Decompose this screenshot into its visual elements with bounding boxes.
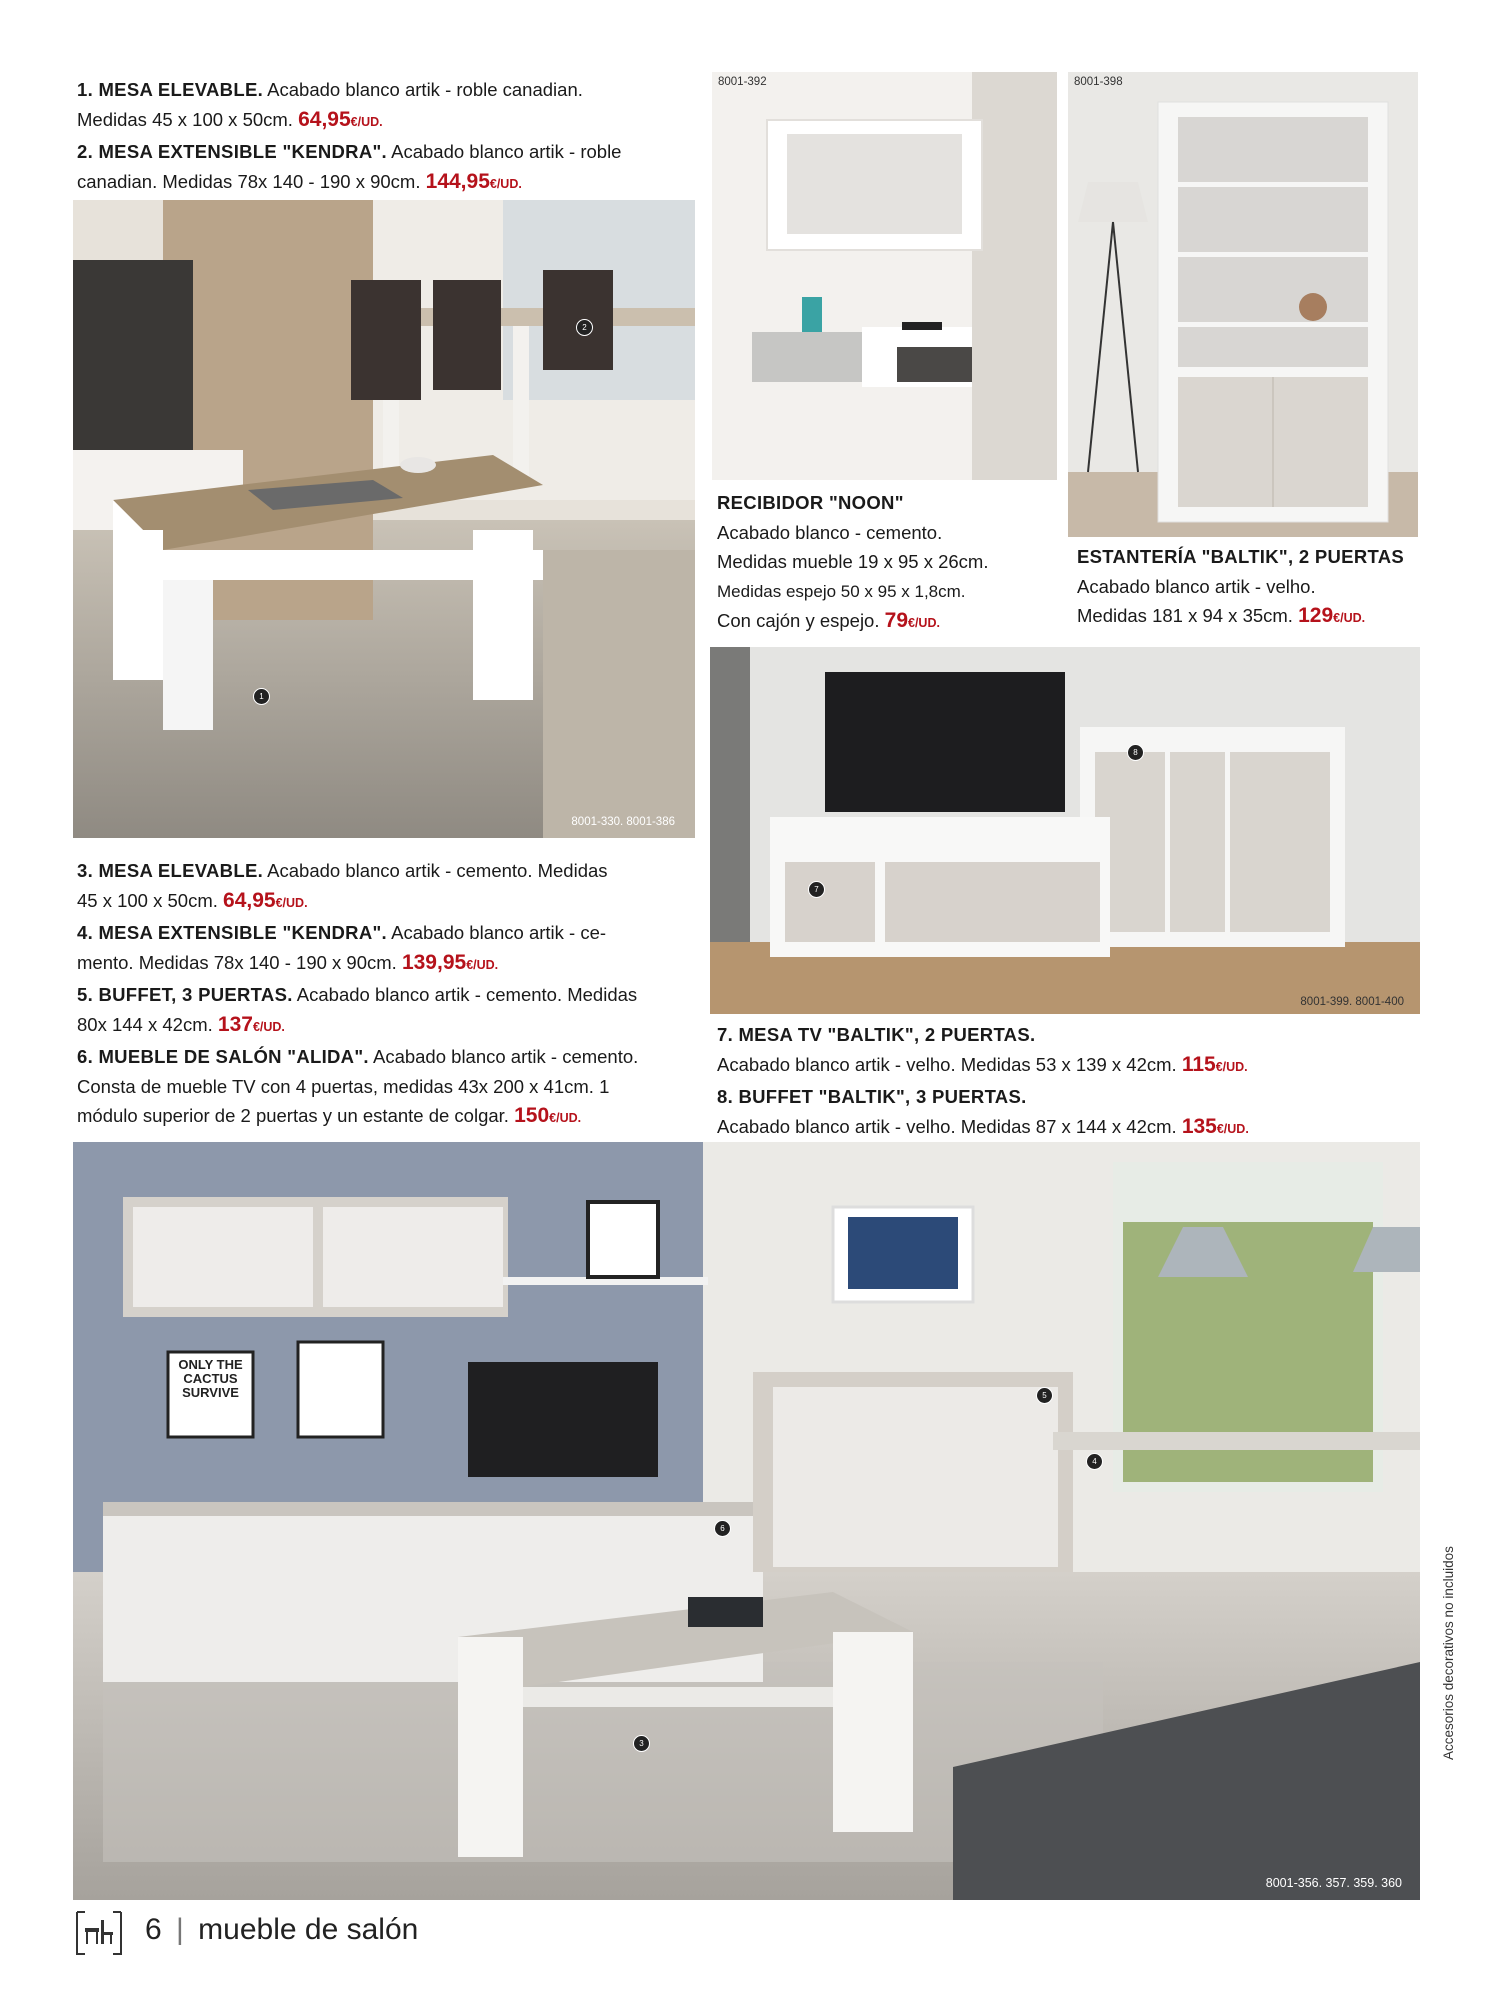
item-1-desc: Acabado blanco artik - roble canadian.: [263, 79, 583, 100]
item-2-price: 144,95€/UD.: [425, 169, 522, 193]
estanteria-measures: Medidas 181 x 94 x 35cm.: [1077, 605, 1299, 626]
living-room-illustration: [73, 1142, 1420, 1900]
recibidor-price: 79€/UD.: [884, 609, 940, 632]
recibidor-illustration: [712, 72, 1057, 480]
living-room-photo: [73, 1142, 1420, 1900]
item-3-price: 64,95€/UD.: [223, 888, 308, 912]
section-title: mueble de salón: [198, 1913, 419, 1946]
item-7-title: 7. MESA TV "BALTIK", 2 PUERTAS.: [717, 1024, 1036, 1045]
item-1-measures: Medidas 45 x 100 x 50cm.: [77, 108, 299, 130]
item-6-price: 150€/UD.: [514, 1104, 582, 1127]
item-5-measures: 80x 144 x 42cm.: [77, 1013, 218, 1035]
photo-2-code: 8001-392: [718, 76, 767, 88]
photo-1-code: 8001-330. 8001-386: [571, 816, 675, 828]
item-6-desc-2: Consta de mueble TV con 4 puertas, medidas 43x 200 x 41cm. 1: [77, 1075, 610, 1097]
recibidor-measures: Medidas mueble 19 x 95 x 26cm.: [717, 551, 989, 572]
products-3-6-text: [77, 856, 707, 1134]
item-8-price: 135€/UD.: [1181, 1114, 1249, 1138]
item-3-title: 3. MESA ELEVABLE.: [77, 860, 264, 881]
furniture-icon: [73, 1908, 125, 1958]
estanteria-finish: Acabado blanco artik - velho.: [1077, 575, 1316, 597]
item-6-title: 6. MUEBLE DE SALÓN "ALIDA".: [77, 1046, 369, 1067]
marker-7: 7: [808, 881, 825, 898]
item-4-measures: mento. Medidas 78x 140 - 190 x 90cm.: [77, 951, 402, 973]
item-5-title: 5. BUFFET, 3 PUERTAS.: [77, 984, 293, 1005]
item-8-desc: Acabado blanco artik - velho. Medidas 87 x 144 x 42cm.: [717, 1115, 1182, 1137]
item-8-title: 8. BUFFET "BALTIK", 3 PUERTAS.: [717, 1086, 1027, 1107]
photo-3-code: 8001-398: [1074, 76, 1123, 88]
item-7-price: 115€/UD.: [1181, 1052, 1248, 1076]
item-1-title: 1. MESA ELEVABLE.: [77, 79, 264, 100]
item-4-title: 4. MESA EXTENSIBLE "KENDRA".: [77, 922, 387, 943]
item-2-desc: Acabado blanco artik - roble: [387, 141, 622, 162]
item-4-desc: Acabado blanco artik - ce-: [387, 922, 607, 943]
recibidor-finish: Acabado blanco - cemento.: [717, 521, 943, 543]
estanteria-text: [1077, 542, 1437, 634]
side-note: Accesorios decorativos no incluidos: [1441, 1546, 1456, 1760]
marker-5: 5: [1036, 1387, 1053, 1404]
footer-separator: |: [176, 1913, 184, 1946]
recibidor-note: Con cajón y espejo.: [717, 610, 885, 631]
products-7-8-text: [717, 1020, 1417, 1144]
baltik-photo: [710, 647, 1420, 1014]
products-1-2-text: [77, 75, 697, 199]
item-4-price: 139,95€/UD.: [401, 950, 499, 974]
marker-1: 1: [253, 688, 270, 705]
page-footer: [145, 1913, 418, 1947]
recibidor-text: [717, 488, 1057, 639]
item-6-desc: Acabado blanco artik - cemento.: [368, 1046, 639, 1067]
item-6-desc-3: módulo superior de 2 puertas y un estante de colgar.: [77, 1105, 515, 1126]
estanteria-illustration: [1068, 72, 1418, 537]
item-1-price: 64,95€/UD.: [298, 107, 383, 131]
dining-room-photo: [73, 200, 695, 838]
estanteria-title: ESTANTERÍA "BALTIK", 2 PUERTAS: [1077, 546, 1405, 567]
marker-3: 3: [633, 1735, 650, 1752]
item-2-title: 2. MESA EXTENSIBLE "KENDRA".: [77, 141, 387, 162]
photo-4-code: 8001-399. 8001-400: [1300, 996, 1404, 1008]
recibidor-title: RECIBIDOR "NOON": [717, 492, 904, 513]
page-number: 6: [145, 1913, 162, 1946]
item-3-desc: Acabado blanco artik - cemento. Medidas: [263, 860, 608, 881]
marker-2: 2: [576, 319, 593, 336]
estanteria-price: 129€/UD.: [1298, 604, 1366, 627]
recibidor-photo: [712, 72, 1057, 480]
recibidor-mirror-measures: Medidas espejo 50 x 95 x 1,8cm.: [717, 581, 966, 601]
item-3-measures: 45 x 100 x 50cm.: [77, 889, 224, 911]
item-5-price: 137€/UD.: [217, 1012, 285, 1036]
baltik-illustration: [710, 647, 1420, 1014]
dining-room-illustration: [73, 200, 695, 838]
item-5-desc: Acabado blanco artik - cemento. Medidas: [292, 984, 638, 1005]
marker-6: 6: [714, 1520, 731, 1537]
item-7-desc: Acabado blanco artik - velho. Medidas 53 x 139 x 42cm.: [717, 1053, 1182, 1075]
item-2-measures: canadian. Medidas 78x 140 - 190 x 90cm.: [77, 170, 426, 192]
marker-8: 8: [1127, 744, 1144, 761]
cactus-poster-text: ONLY THE CACTUS SURVIVE: [178, 1357, 243, 1400]
marker-4: 4: [1086, 1453, 1103, 1470]
estanteria-photo: [1068, 72, 1418, 537]
photo-5-code: 8001-356. 357. 359. 360: [1265, 1876, 1402, 1890]
